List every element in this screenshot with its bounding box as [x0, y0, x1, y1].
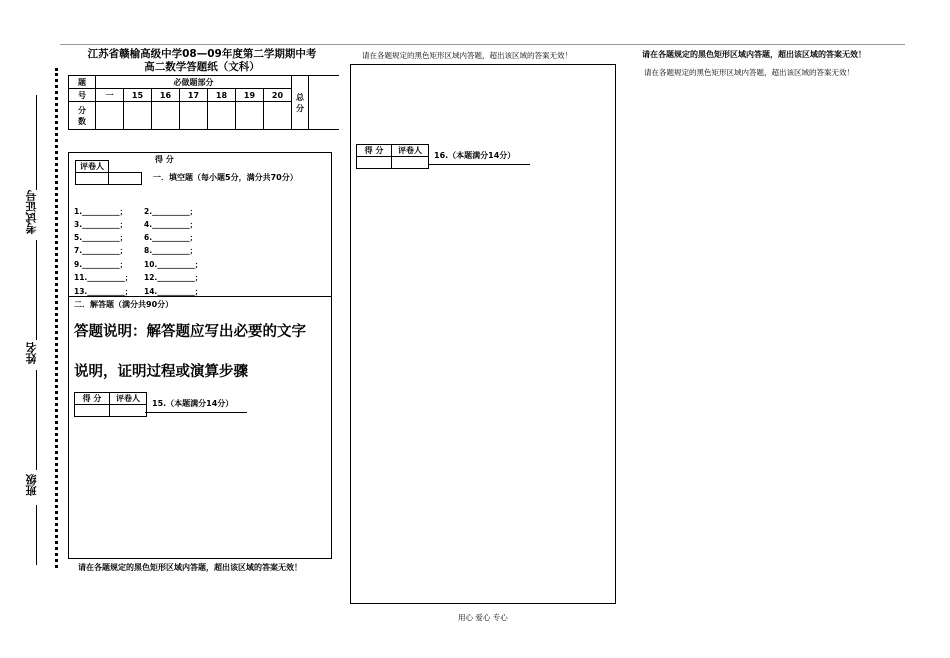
score-row-label: 分 数 — [69, 102, 96, 130]
q15-title: 15.（本题满分14分） — [152, 399, 234, 408]
top-rule — [60, 44, 905, 45]
q16-title: 16.（本题满分14分） — [434, 151, 516, 160]
blank-14[interactable]: 14.__________； — [144, 287, 203, 296]
class-label: 班级 — [25, 474, 38, 496]
q16-grader-cell[interactable] — [392, 157, 429, 169]
warning-right-bold: 请在各题规定的黑色矩形区域内答题，超出该区域的答案无效！ — [642, 50, 866, 59]
blank-3[interactable]: 3.__________； — [74, 220, 128, 229]
q15-grader-label: 评卷人 — [110, 393, 147, 405]
blank-4[interactable]: 4.__________； — [144, 220, 198, 229]
blank-10[interactable]: 10.__________； — [144, 260, 203, 269]
section2-instruction-line2: 说明，证明过程或演算步骤 — [74, 364, 248, 380]
column-header: 一 — [96, 89, 124, 102]
score-cell[interactable] — [208, 102, 236, 130]
blank-1[interactable]: 1.__________； — [74, 207, 128, 216]
q16-score-label: 得 分 — [357, 145, 392, 157]
q15-underline — [145, 412, 247, 413]
warning-bottom-left: 请在各题规定的黑色矩形区域内答题，超出该区域的答案无效！ — [78, 563, 302, 572]
score-table — [68, 75, 339, 130]
score-cell[interactable] — [96, 102, 124, 130]
section1-score-label: 得 分 — [155, 155, 174, 164]
exam-number-line-2 — [36, 240, 37, 340]
blank-6[interactable]: 6.__________； — [144, 233, 198, 242]
blank-11[interactable]: 11.__________； — [74, 273, 133, 282]
section2-heading: 二．解答题（满分共90分） — [74, 300, 174, 309]
q15-score-cell[interactable] — [75, 405, 110, 417]
q16-underline — [428, 164, 530, 165]
total-label: 总 分 — [292, 76, 309, 130]
question-label-top: 题 — [69, 76, 96, 89]
column-header: 16 — [152, 89, 180, 102]
score-cell[interactable] — [180, 102, 208, 130]
column-header: 20 — [264, 89, 292, 102]
q16-grader-table — [356, 144, 429, 169]
class-line — [36, 505, 37, 565]
grader-cell[interactable] — [109, 173, 142, 185]
name-line — [36, 370, 37, 470]
required-section-header: 必做题部分 — [96, 76, 292, 89]
q16-score-cell[interactable] — [357, 157, 392, 169]
q15-score-label: 得 分 — [75, 393, 110, 405]
page-subtitle: 高二数学答题纸（文科） — [144, 61, 260, 73]
section1-grader-table — [75, 160, 142, 185]
q16-grader-label: 评卷人 — [392, 145, 429, 157]
blank-9[interactable]: 9.__________； — [74, 260, 128, 269]
section-divider — [68, 296, 331, 297]
blank-8[interactable]: 8.__________； — [144, 246, 198, 255]
column-header: 15 — [124, 89, 152, 102]
score-cell[interactable] — [124, 102, 152, 130]
warning-middle: 请在各题规定的黑色矩形区域内答题，超出该区域的答案无效！ — [362, 51, 572, 60]
column-header: 17 — [180, 89, 208, 102]
section1-heading: 一．填空题（每小题5分，满分共70分） — [153, 173, 298, 182]
blank-7[interactable]: 7.__________； — [74, 246, 128, 255]
total-score-cell[interactable] — [309, 76, 340, 130]
section2-instruction-line1: 答题说明：解答题应写出必要的文字 — [74, 324, 306, 340]
warning-right-plain: 请在各题规定的黑色矩形区域内答题，超出该区域的答案无效！ — [644, 68, 854, 77]
binding-dotted-line — [55, 68, 58, 568]
name-label: 姓名 — [25, 342, 38, 364]
page-footer: 用心 爱心 专心 — [458, 613, 508, 622]
exam-number-label: 考试证号 — [25, 190, 38, 234]
score-cell[interactable] — [236, 102, 264, 130]
q15-grader-cell[interactable] — [110, 405, 147, 417]
blank-2[interactable]: 2.__________； — [144, 207, 198, 216]
q15-grader-table — [74, 392, 147, 417]
column-header: 18 — [208, 89, 236, 102]
question-label-bottom: 号 — [69, 89, 96, 102]
score-cell[interactable] — [264, 102, 292, 130]
grader-cell[interactable] — [76, 173, 109, 185]
score-cell[interactable] — [152, 102, 180, 130]
page-title: 江苏省赣榆高级中学08—09年度第二学期期中考 — [87, 48, 317, 60]
blank-12[interactable]: 12.__________； — [144, 273, 203, 282]
blank-5[interactable]: 5.__________； — [74, 233, 128, 242]
grader-label: 评卷人 — [76, 161, 109, 173]
exam-number-line — [36, 95, 37, 190]
column-header: 19 — [236, 89, 264, 102]
blank-13[interactable]: 13.__________； — [74, 287, 133, 296]
